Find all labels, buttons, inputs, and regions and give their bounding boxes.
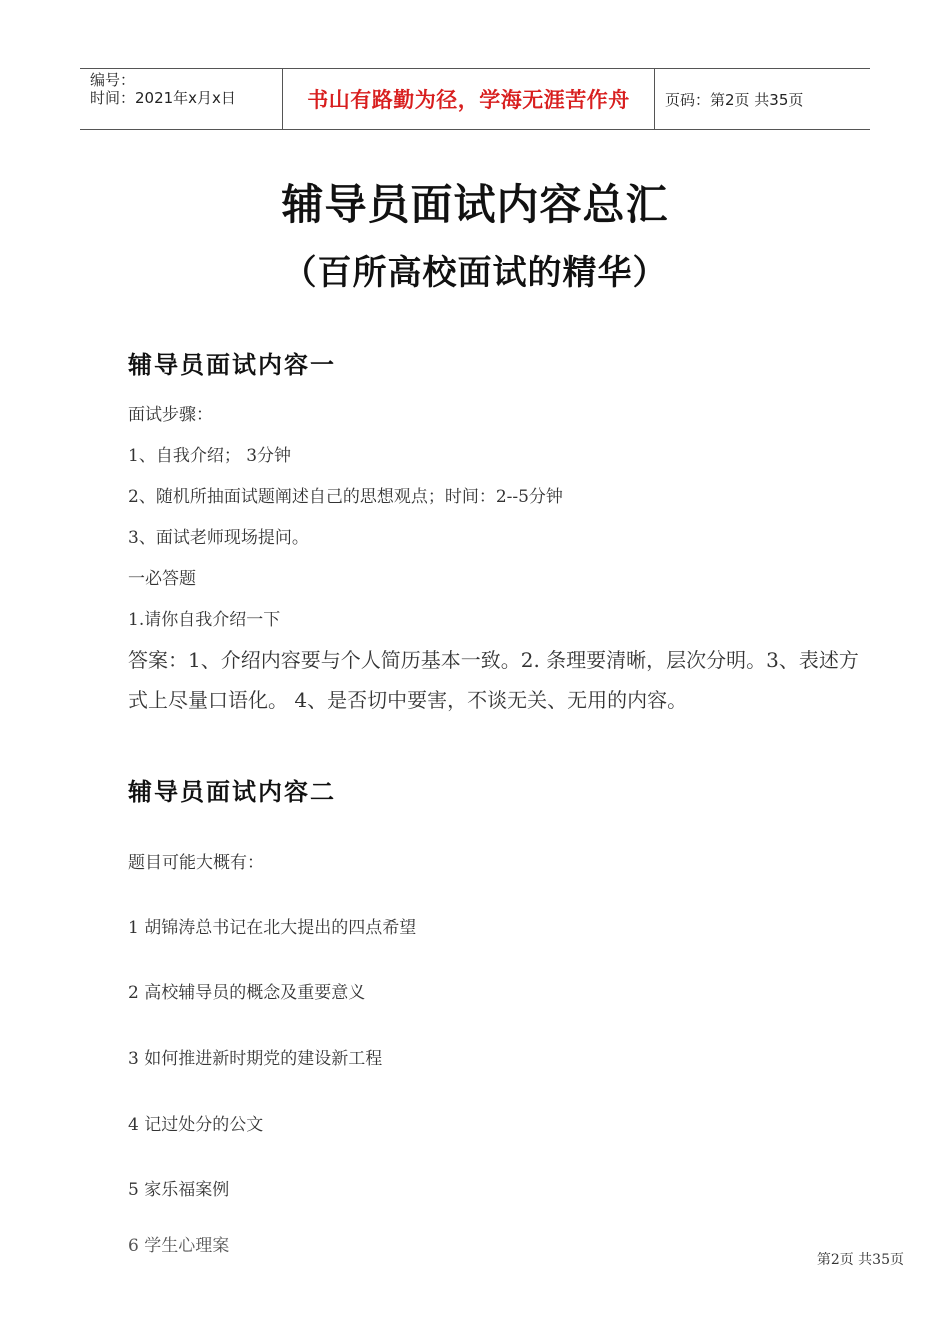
question-1: 1.请你自我介绍一下 [128, 610, 281, 630]
topics-label: 题目可能大概有： [128, 853, 264, 873]
section-heading-2: 辅导员面试内容二 [128, 777, 336, 806]
topic-6-cutoff [128, 1236, 230, 1256]
section-heading-1: 辅导员面试内容一 [128, 350, 336, 379]
answer-paragraph: 答案：1、介绍内容要与个人简历基本一致。2. 条理要清晰，层次分明。3、表述方式上尽量口语化。 4、是否切中要害，不谈无关、无用的内容。 [128, 648, 859, 712]
header-meta [80, 69, 282, 129]
document-subtitle: （百所高校面试的精华） [282, 253, 668, 293]
document-title: 辅导员面试内容总汇 [281, 180, 669, 229]
topic-1: 1 胡锦涛总书记在北大提出的四点希望 [128, 918, 417, 938]
topic-5: 5 家乐福案例 [128, 1180, 230, 1200]
header-page-info: 页码：第2页 共35页 [665, 90, 804, 109]
header-motto: 书山有路勤为径，学海无涯苦作舟 [282, 69, 655, 129]
step-2: 2、随机所抽面试题阐述自己的思想观点；时间：2--5分钟 [128, 487, 563, 507]
page-header [80, 68, 870, 130]
page-footer: 第2页 共35页 [816, 1252, 904, 1268]
topic-4: 4 记过处分的公文 [128, 1115, 264, 1135]
topic-3: 3 如何推进新时期党的建设新工程 [128, 1049, 383, 1069]
topic-2: 2 高校辅导员的概念及重要意义 [128, 983, 366, 1003]
topic-6: 6 学生心理案 [128, 1236, 230, 1256]
number-label: 编号： [90, 71, 136, 89]
step-3: 3、面试老师现场提问。 [128, 528, 309, 548]
steps-label: 面试步骤： [128, 405, 213, 425]
required-questions-label: 一必答题 [128, 569, 196, 589]
time-label: 时间：2021年x月x日 [90, 89, 236, 107]
step-1: 1、自我介绍； 3分钟 [128, 446, 292, 466]
